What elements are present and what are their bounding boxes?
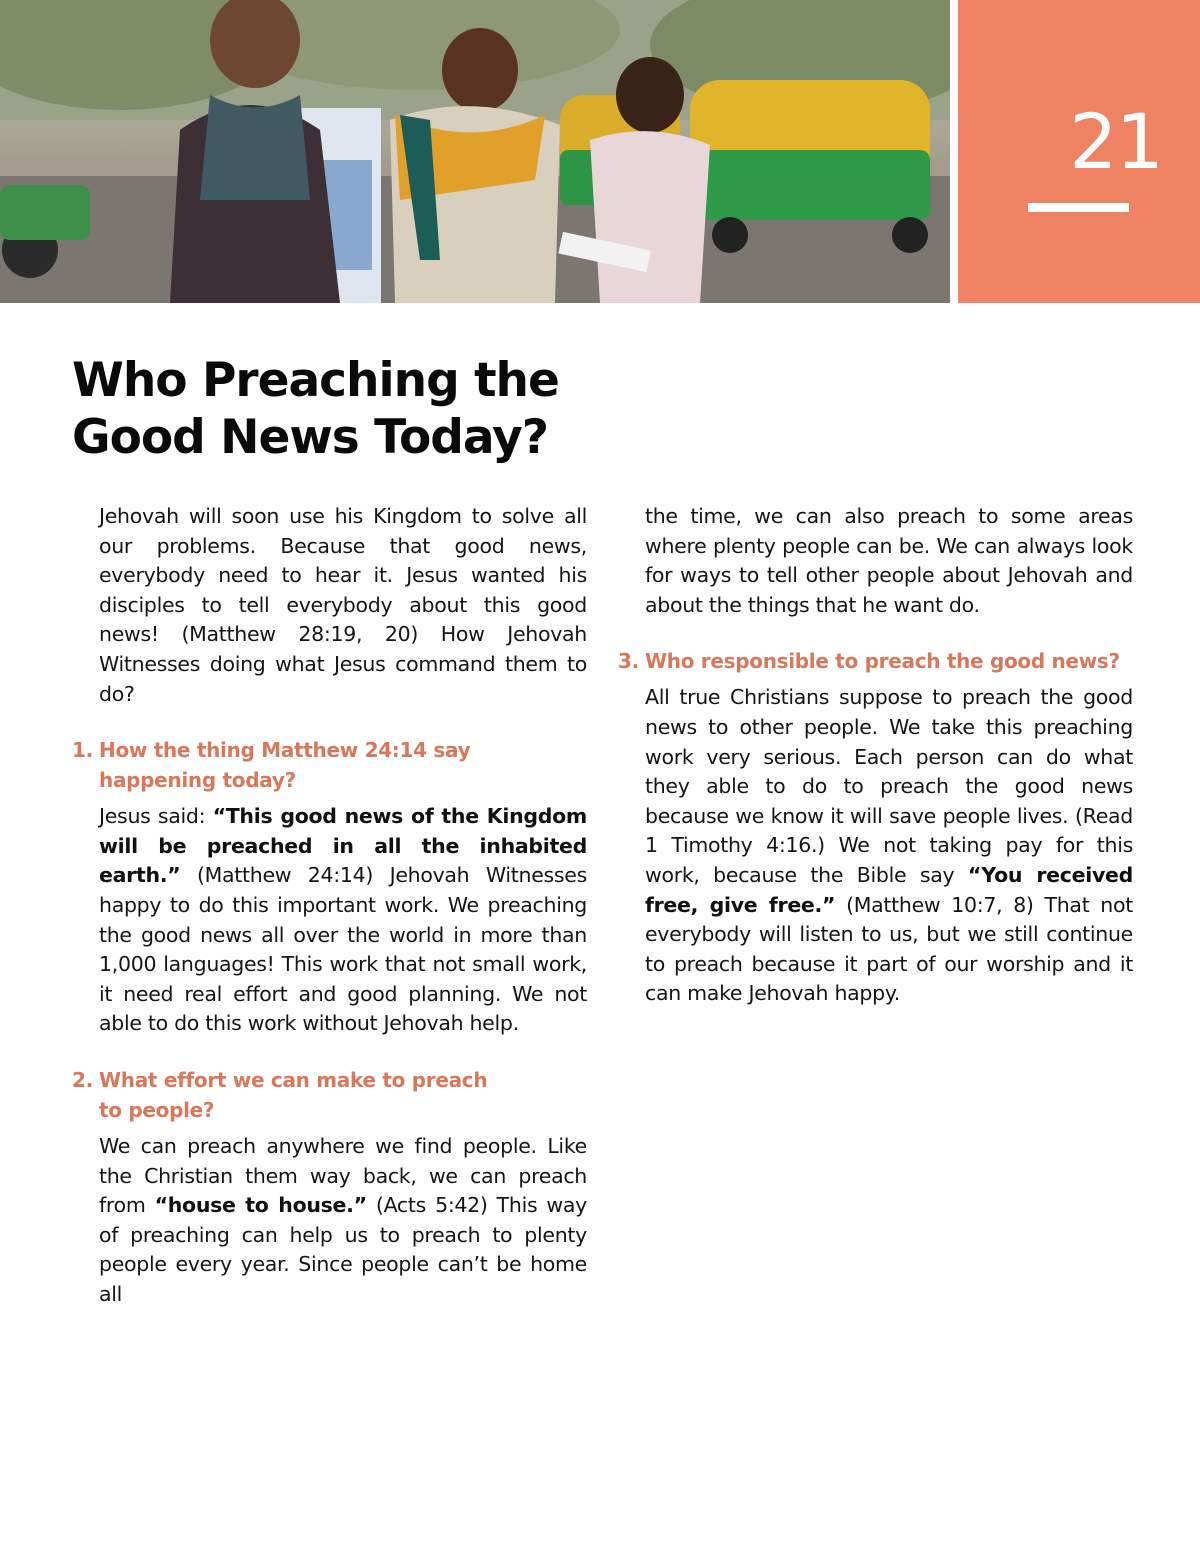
question-1-number: 1. [72, 738, 93, 763]
answer-1-quote: “This good news of the Kingdom will be preached in all the inhabited earth.” [99, 804, 587, 888]
title-line-2: Good News Today? [72, 410, 549, 465]
answer-2-text-start: We can preach anywhere we find people. Like the Christian them way back, we can preach from [99, 1133, 587, 1218]
answer-3 [645, 683, 1133, 1009]
lesson-number-box [958, 0, 1200, 303]
question-2 [72, 1065, 592, 1125]
question-3-text: Who responsible to preach the good news? [645, 649, 1120, 674]
question-3-number: 3. [618, 649, 639, 674]
question-2-line-2: to people? [99, 1097, 215, 1122]
question-1 [72, 735, 592, 795]
answer-3-quote: “You received free, give free.” [645, 862, 1133, 917]
header-photo [0, 0, 950, 303]
answer-2-text-end: (Acts 5:42) This way of preaching can help us to preach to plenty people every year. Since people can’t be home all [99, 1193, 587, 1306]
street-preaching-photo [0, 0, 950, 303]
question-2-line-1: What effort we can make to preach [99, 1067, 488, 1092]
question-3 [618, 646, 1138, 676]
answer-2 [99, 1132, 587, 1310]
answer-2-quote: “house to house.” [154, 1193, 367, 1218]
lesson-number: 21 [1069, 97, 1162, 186]
question-1-line-2: happening today? [99, 768, 296, 793]
question-1-line-1: How the thing Matthew 24:14 say [99, 738, 471, 763]
answer-3-text-end: (Matthew 10:7, 8) That not everybody will listen to us, but we still continue to preach because it part of our worship and it can make Jehovah happy. [645, 892, 1133, 1006]
answer-1 [99, 802, 587, 1039]
lesson-number-underline [1028, 203, 1129, 212]
answer-1-text-start: Jesus said: [99, 804, 213, 829]
page-title [72, 352, 672, 466]
answer-1-text-end: (Matthew 24:14) Jehovah Witnesses happy to do this important work. We preaching the good news all over the world in more than 1,000 languages! This work that not small work, it need real effort and good planning. We not able to do this work without Jehovah help. [99, 863, 587, 1036]
question-2-number: 2. [72, 1067, 93, 1092]
answer-3-text-start: All true Christians suppose to preach the good news to other people. We take this preaching work very serious. Each person can do what they able to do to preach the good news because we know it will save people lives. (Read 1 Timothy 4:16.) We not taking pay for this work, because the Bible say [645, 685, 1133, 887]
title-line-1: Who Preaching the [72, 353, 559, 408]
answer-2-continued: the time, we can also preach to some areas where plenty people can be. We can always look for ways to tell other people about Jehovah and about the things that he want do. [645, 504, 1133, 617]
intro-paragraph: Jehovah will soon use his Kingdom to solve all our problems. Because that good news, everybody need to hear it. Jesus wanted his disciples to tell everybody about this good news! (Matthew 28:19, 20) How Jehovah Witnesses doing what Jesus command them to do? [99, 504, 587, 706]
left-column [72, 502, 592, 1309]
right-column [618, 502, 1138, 1009]
